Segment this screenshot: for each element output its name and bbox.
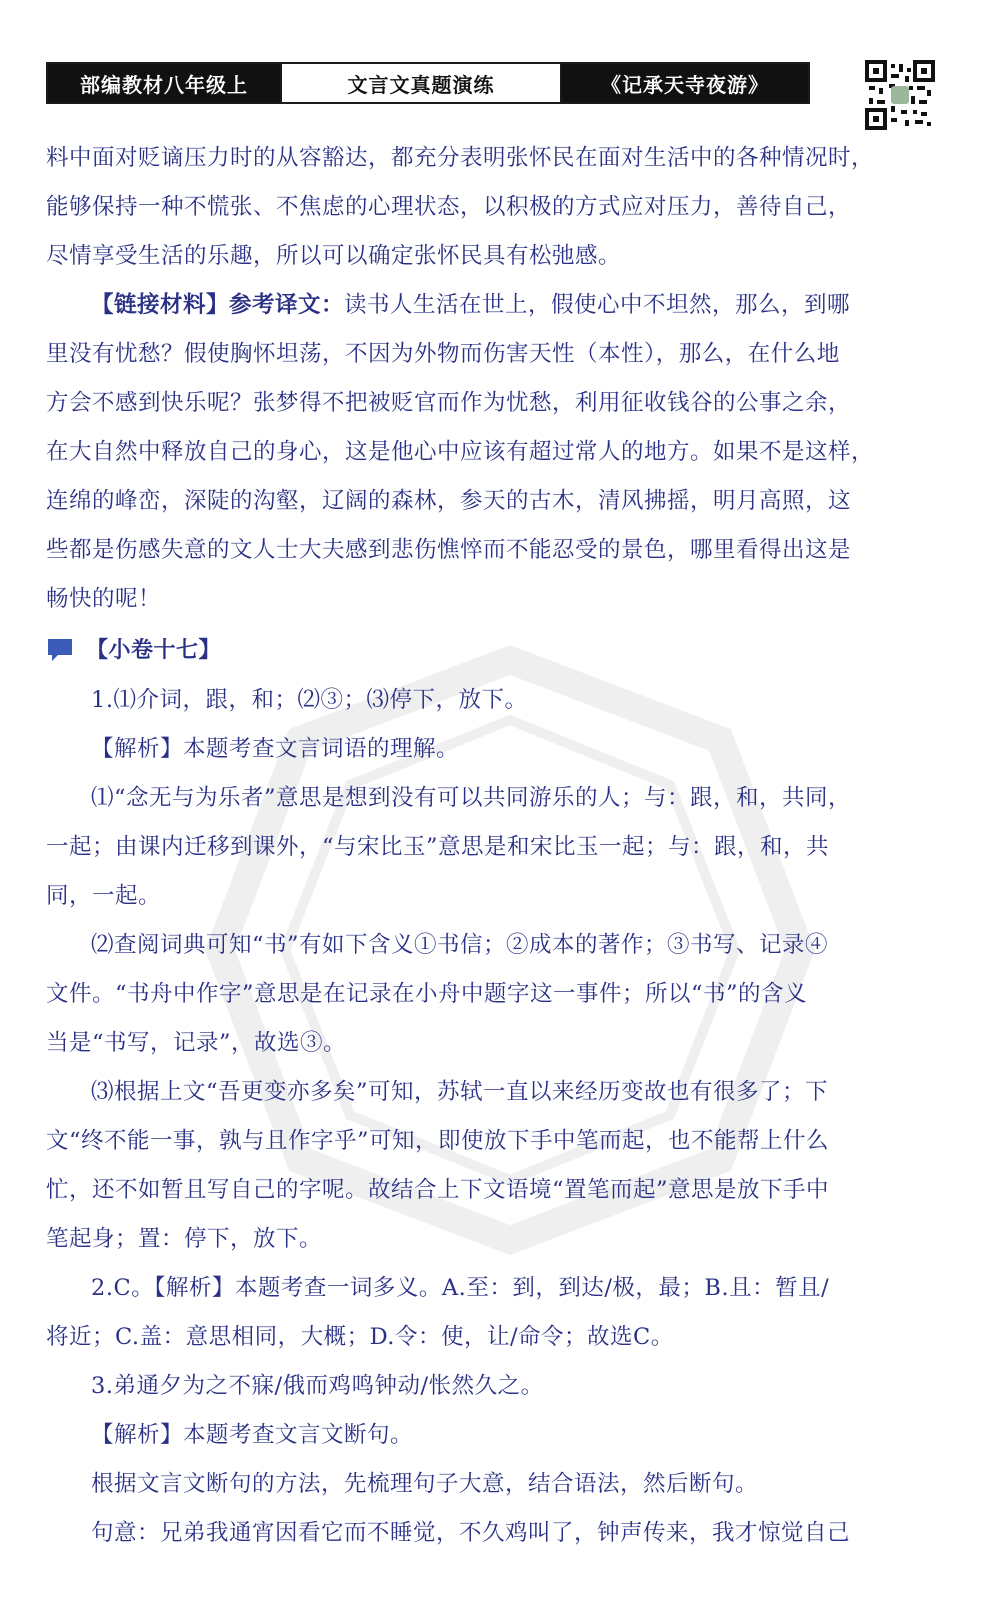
answer-line: 将近；C.盖：意思相同，大概；D.令：使，让/命令；故选C。 [46, 1324, 674, 1350]
answer-line: 【解析】本题考查文言文断句。 [91, 1422, 414, 1448]
answer-line: 文件。“书舟中作字”意思是在记录在小舟中题字这一事件；所以“书”的含义 [46, 981, 808, 1007]
link-material-first-line [46, 281, 938, 330]
header-section: 文言文真题演练 [280, 64, 562, 102]
answer-line: 1.⑴介词，跟，和；⑵③；⑶停下，放下。 [91, 687, 528, 713]
answer-line: 一起；由课内迁移到课外，“与宋比玉”意思是和宋比玉一起；与：跟，和，共 [46, 834, 830, 860]
answer-line: ⑴“念无与为乐者”意思是想到没有可以共同游乐的人；与：跟，和，共同， [91, 785, 852, 811]
text-line: 些都是伤感失意的文人士大夫感到悲伤憔悴而不能忍受的景色，哪里看得出这是 [46, 537, 852, 563]
answer-line: 2.C。【解析】本题考查一词多义。A.至：到，到达/极，最；B.且：暂且/ [91, 1275, 830, 1301]
text-line: 畅快的呢！ [46, 586, 162, 612]
text-line: 在大自然中释放自己的身心，这是他心中应该有超过常人的地方。如果不是这样， [46, 439, 875, 465]
answer-line: 3.弟通夕为之不寐/俄而鸡鸣钟动/怅然久之。 [91, 1373, 544, 1399]
speech-bubble-icon [46, 637, 76, 663]
header-grade: 部编教材八年级上 [48, 64, 280, 102]
link-material-text: 读书人生活在世上，假使心中不坦然，那么，到哪 [344, 292, 851, 318]
answer-line: 文“终不能一事，孰与且作字乎”可知，即使放下手中笔而起，也不能帮上什么 [46, 1128, 830, 1154]
answer-line: 忙，还不如暂且写自己的字呢。故结合上下文语境“置笔而起”意思是放下手中 [46, 1177, 830, 1203]
answer-line: 当是“书写，记录”，故选③。 [46, 1030, 347, 1056]
answer-line: 根据文言文断句的方法，先梳理句子大意，结合语法，然后断句。 [91, 1471, 759, 1497]
text-line: 方会不感到快乐呢？张梦得不把被贬官而作为忧愁，利用征收钱谷的公事之余， [46, 390, 852, 416]
text-line: 料中面对贬谪压力时的从容豁达，都充分表明张怀民在面对生活中的各种情况时， [46, 145, 875, 171]
section-heading [46, 624, 938, 676]
section-title: 【小卷十七】 [86, 637, 222, 663]
link-material-tag: 【链接材料】参考译文： [91, 292, 345, 318]
answer-line: 笔起身；置：停下，放下。 [46, 1226, 323, 1252]
answer-block [46, 676, 938, 1558]
text-line: 能够保持一种不慌张、不焦虑的心理状态，以积极的方式应对压力，善待自己， [46, 194, 852, 220]
document-body [46, 134, 938, 1558]
text-line: 尽情享受生活的乐趣，所以可以确定张怀民具有松弛感。 [46, 243, 622, 269]
text-line: 连绵的峰峦，深陡的沟壑，辽阔的森林，参天的古木，清风拂摇，明月高照，这 [46, 488, 852, 514]
answer-line: 同，一起。 [46, 883, 162, 909]
qr-code-icon [865, 60, 935, 130]
page-header [46, 62, 810, 104]
answer-line: ⑵查阅词典可知“书”有如下含义①书信；②成本的著作；③书写、记录④ [91, 932, 829, 958]
answer-line: 【解析】本题考查文言词语的理解。 [91, 736, 460, 762]
answer-line: ⑶根据上文“吾更变亦多矣”可知，苏轼一直以来经历变故也有很多了；下 [91, 1079, 829, 1105]
header-lesson: 《记承天寺夜游》 [562, 64, 808, 102]
answer-line: 句意：兄弟我通宵因看它而不睡觉，不久鸡叫了，钟声传来，我才惊觉自己 [91, 1520, 851, 1546]
text-line: 里没有忧愁？假使胸怀坦荡，不因为外物而伤害天性（本性），那么，在什么地 [46, 341, 840, 367]
